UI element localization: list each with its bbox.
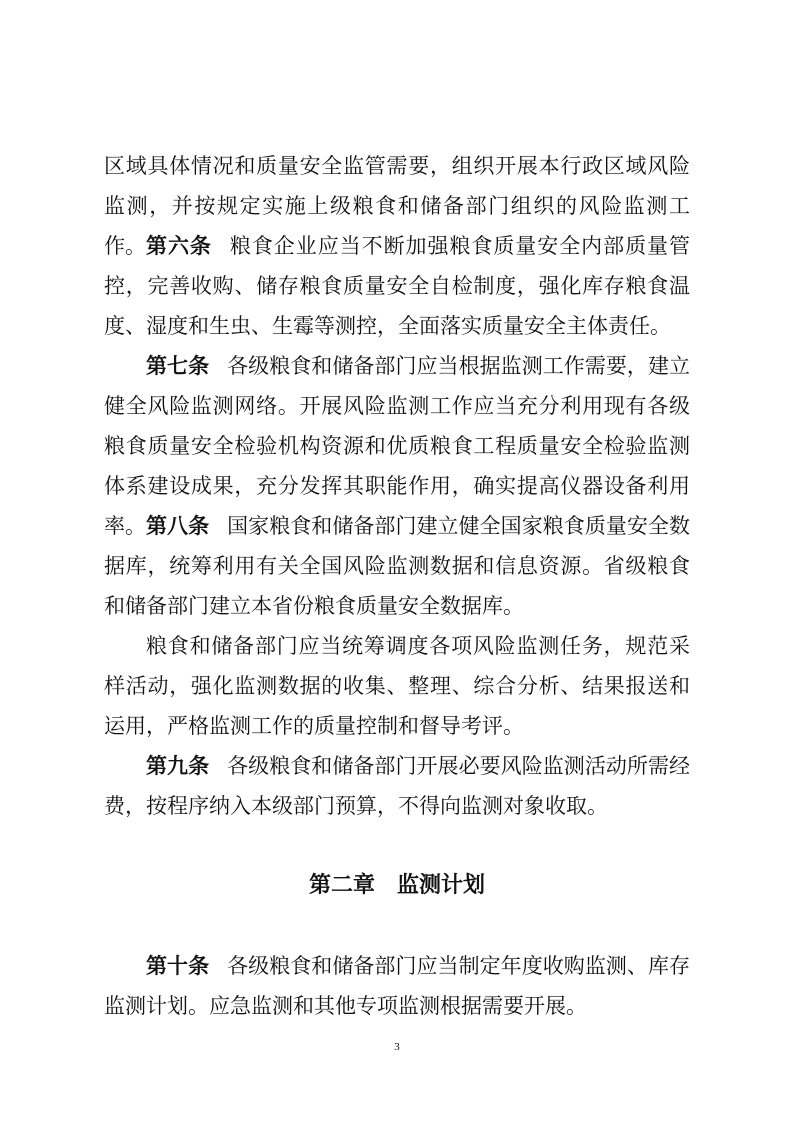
chapter-number: 第二章 <box>308 873 375 898</box>
article-7-text: 各级粮食和储备部门应当根据监测工作需要，建立健全风险监测网络。开展风险监测工作应当充分利用现有各级粮食质量安全检验机构资源和优质粮食工程质量安全检验监测体系建设成果，充分发挥其职能作用，确实提高仪器设备利用率。 <box>104 354 690 538</box>
article-8-heading: 第八条 <box>146 514 210 538</box>
article-6-heading: 第六条 <box>146 234 212 258</box>
article-6-text: 粮食企业应当不断加强粮食质量安全内部质量管控，完善收购、储存粮食质量安全自检制度，强化库存粮食温度、湿度和生虫、生霉等测控，全面落实质量安全主体责任。 <box>104 234 691 338</box>
paragraph-text: 区域具体情况和质量安全监管需要，组织开展本行政区域风险监测，并按规定实施上级粮食和储备部门组织的风险监测工作。 <box>104 154 690 258</box>
article-7-heading: 第七条 <box>146 354 210 378</box>
article-9-heading: 第九条 <box>146 754 210 778</box>
article-9-text: 各级粮食和储备部门开展必要风险监测活动所需经费，按程序纳入本级部门预算，不得向监测对象收取。 <box>104 754 690 818</box>
chapter-heading <box>0 866 794 906</box>
paragraph-text: 粮食和储备部门应当统筹调度各项风险监测任务，规范采样活动，强化监测数据的收集、整理、综合分析、结果报送和运用，严格监测工作的质量控制和督导考评。 <box>104 634 690 738</box>
page-number: 3 <box>394 1041 400 1053</box>
article-6-paragraph <box>104 226 690 346</box>
article-10-text: 各级粮食和储备部门应当制定年度收购监测、库存监测计划。应急监测和其他专项监测根据需要开展。 <box>104 954 690 1018</box>
article-8-paragraph <box>104 506 690 626</box>
chapter-title: 监测计划 <box>397 873 486 898</box>
article-8-text: 国家粮食和储备部门建立健全国家粮食质量安全数据库，统筹利用有关全国风险监测数据和信息资源。省级粮食和储备部门建立本省份粮食质量安全数据库。 <box>104 514 690 618</box>
article-10-heading: 第十条 <box>146 954 210 978</box>
article-10-paragraph <box>104 946 690 1026</box>
article-8-second-paragraph <box>104 626 690 746</box>
article-9-paragraph <box>104 746 690 826</box>
